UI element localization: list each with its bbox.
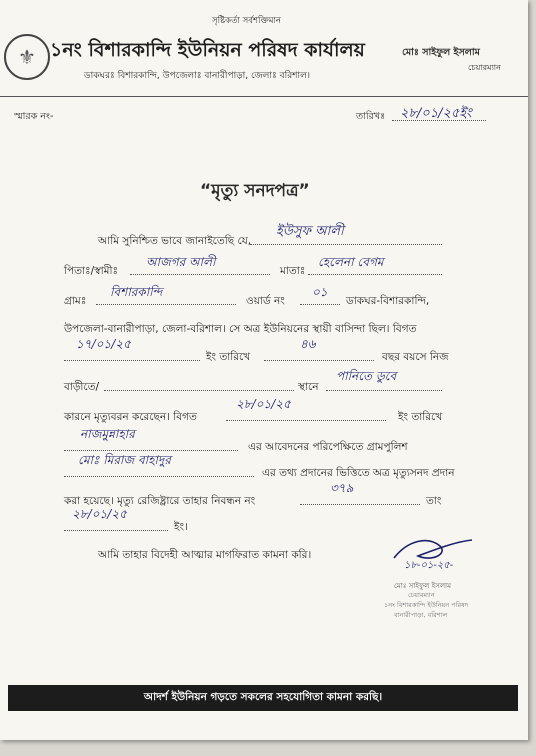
government-seal-icon: ⚜ <box>4 34 50 80</box>
application-date-suffix: ইং তারিখে <box>398 411 443 423</box>
ward-number: ০১ <box>312 285 328 299</box>
stamp-location: বানারীপাড়া, বরিশাল <box>394 611 448 619</box>
header-divider <box>0 96 528 97</box>
father-label: পিতাঃ/স্বামীঃ <box>64 265 119 277</box>
death-date: ১৭/০১/২৫ <box>76 337 131 351</box>
deceased-name: ইউসুফ আলী <box>276 224 344 239</box>
information-text: এর তথ্য প্রদানের ভিত্তিতে অত্র মৃত্যুসনদ প্রদান <box>262 467 455 479</box>
application-text: এর আবেদনের পরিপেক্ষিতে গ্রামপুলিশ <box>248 441 408 453</box>
header-motto: সৃষ্টিকর্তা সর্বশক্তিমান <box>212 16 281 26</box>
document-title: “মৃত্যু সনদপত্র” <box>200 181 310 201</box>
mother-name: হেলেনা বেগম <box>318 255 384 269</box>
age-suffix: বছর বয়সে নিজ <box>382 351 449 363</box>
closing-prayer: আমি তাহার বিদেহী আত্মার মাগফিরাত কামনা করি। <box>98 549 312 561</box>
village-police-name: মোঃ মিরাজ বাহাদুর <box>78 453 171 467</box>
registration-number: ৩৭৯ <box>330 481 354 495</box>
place-label: স্থানে <box>298 381 319 393</box>
cause-suffix: কারনে মৃত্যুবরন করেছেন। বিগত <box>64 411 197 423</box>
office-address: ডাকঘরঃ বিশারকান্দি, উপজেলাঃ বানারীপাড়া, জেলাঃ বরিশাল। <box>84 71 311 81</box>
intro-text: আমি সুনিশ্চিত ভাবে জানাইতেছি যে, <box>98 235 252 247</box>
office-name: ১নং বিশারকান্দি ইউনিয়ন পরিষদ কার্যালয় <box>50 39 365 61</box>
application-date: ২৮/০১/২৫ <box>236 397 291 411</box>
stamp-title: চেয়ারম্যান <box>408 591 435 599</box>
registration-date-suffix: ইং। <box>174 521 188 533</box>
date-label: তারিখঃ <box>356 111 386 122</box>
village-label: গ্রামঃ <box>64 295 87 307</box>
father-name: আজগর আলী <box>146 255 216 269</box>
footer-banner <box>8 685 518 711</box>
registration-text: করা হয়েছে। মৃত্যু রেজিষ্ট্রারে তাহার নিবন্ধন নং <box>64 495 256 507</box>
village-name: বিশারকান্দি <box>110 285 163 299</box>
applicant-name: নাজমুন্নাহার <box>80 427 135 441</box>
registration-date: ২৮/০১/২৫ <box>72 507 127 521</box>
death-cause: পানিতে ডুবে <box>336 369 397 383</box>
chairman-title: চেয়ারম্যান <box>468 63 501 72</box>
signature-date: ১৮-০১-২৫- <box>404 560 454 571</box>
death-date-suffix: ইং তারিখে <box>206 351 251 363</box>
ward-label: ওয়ার্ড নং <box>246 295 285 307</box>
footer-text: আদর্শ ইউনিয়ন গড়তে সকলের সহযোগিতা কামনা করছি। <box>143 690 383 703</box>
issue-date: ২৮/০১/২৫ইং <box>400 106 472 121</box>
chairman-name: মোঃ সাইফুল ইসলাম <box>402 47 480 58</box>
registration-date-label: তাং <box>426 495 442 507</box>
residence-text: উপজেলা-বানারীপাড়া, জেলা-বরিশাল। সে অত্র ইউনিয়নের স্থায়ী বাসিন্দা ছিল। বিগত <box>64 323 417 335</box>
stamp-name: মোঃ সাইফুল ইসলাম <box>394 582 451 590</box>
stamp-office: ১নং বিশারকান্দি ইউনিয়ন পরিষদ <box>384 601 469 609</box>
mother-label: মাতাঃ <box>280 265 306 277</box>
memo-label: স্মারক নং- <box>14 111 54 122</box>
age-value: ৪৬ <box>300 337 316 351</box>
post-office-text: ডাকঘর-বিশারকান্দি, <box>346 295 430 307</box>
home-label: বাড়ীতে/ <box>64 381 100 393</box>
